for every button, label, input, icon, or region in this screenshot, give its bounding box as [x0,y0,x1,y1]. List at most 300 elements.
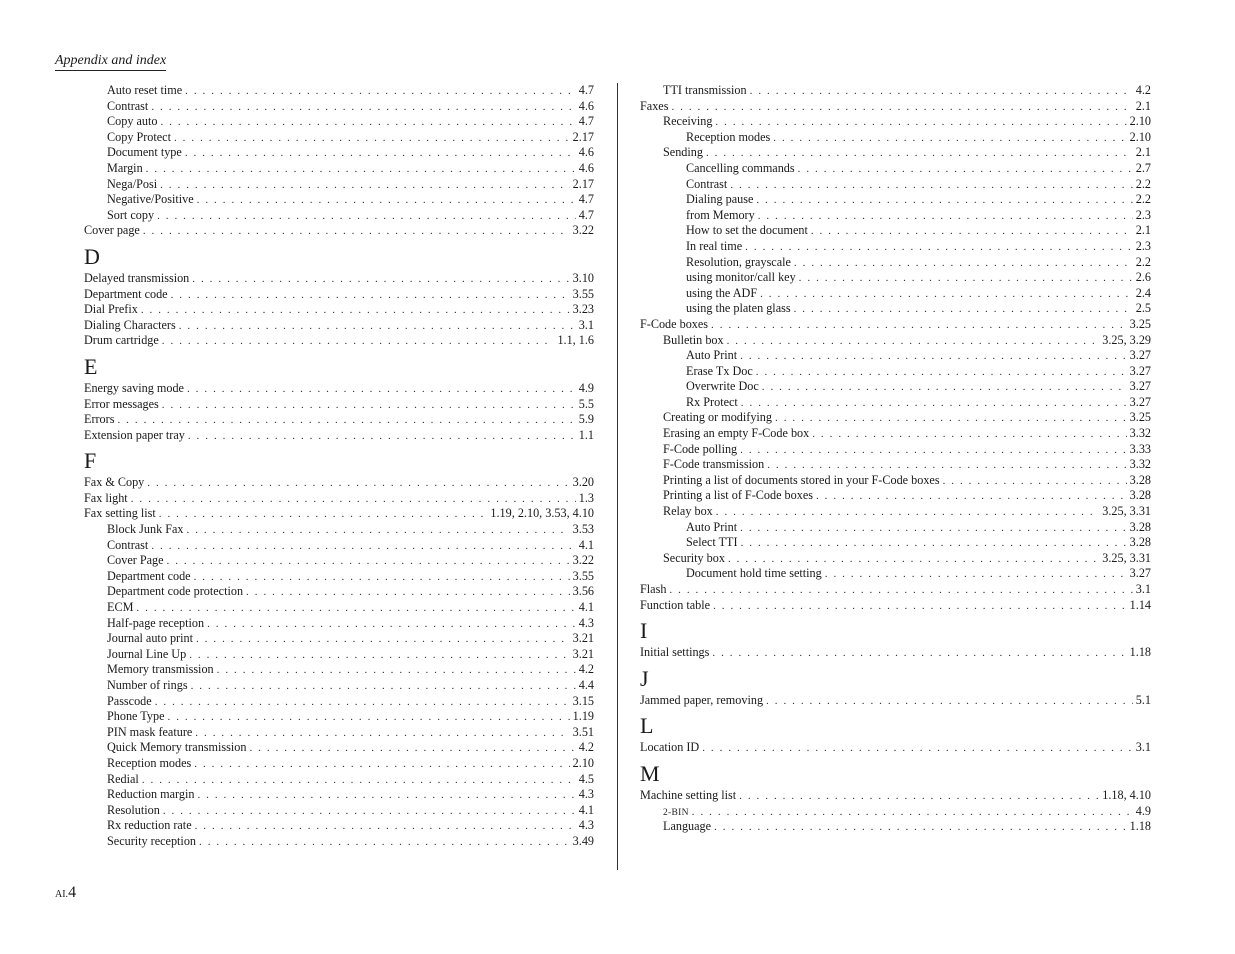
index-entry-page: 3.15 [572,693,594,708]
index-entry-term: PIN mask feature [107,724,193,739]
index-entry-term: Memory transmission [107,662,214,677]
index-entry-term: F-Code boxes [640,316,709,331]
index-entry-page: 2.4 [1135,285,1151,300]
dot-leader [745,240,1133,256]
index-entry [84,161,594,177]
dot-leader [756,365,1127,381]
index-entry-page: 2.10 [1129,114,1151,129]
index-entry [84,772,594,788]
index-entry-term: Contrast [107,98,149,113]
index-entry-page: 2.2 [1135,254,1151,269]
index-entry-page: 4.1 [578,802,594,817]
dot-leader [197,193,576,209]
index-entry-term: Dialing Characters [84,317,176,332]
index-entry-page: 3.25 [1129,410,1151,425]
dot-leader [195,726,569,742]
index-entry-page: 3.25, 3.29 [1102,332,1151,347]
index-entry [84,647,594,663]
index-entry-page: 1.19 [572,709,594,724]
index-entry [640,566,1151,582]
index-entry-term: Function table [640,597,711,612]
index-entry-term: Security reception [107,833,197,848]
index-entry [84,740,594,756]
index-entry-term: Jammed paper, removing [640,692,764,707]
dot-leader [167,554,570,570]
index-entry [84,834,594,850]
index-entry [84,208,594,224]
index-entry-term: Cover page [84,223,140,238]
index-entry-term: Cancelling commands [686,160,795,175]
index-entry [640,488,1151,504]
index-entry-term: Machine setting list [640,787,737,802]
dot-leader [750,84,1133,100]
dot-leader [716,505,1099,521]
dot-leader [151,539,575,555]
dot-leader [131,492,576,508]
index-entry [84,584,594,600]
index-entry-term: Creating or modifying [663,410,772,425]
index-entry-term: In real time [686,238,743,253]
index-entry-term: Overwrite Doc [686,379,759,394]
dot-leader [136,601,575,617]
index-entry-page: 4.3 [578,787,594,802]
index-entry [84,522,594,538]
dot-leader [194,570,570,586]
index-entry-term: Department code protection [107,584,244,599]
index-entry-term: Printing a list of F-Code boxes [663,488,813,503]
index-entry [84,99,594,115]
index-entry [640,192,1151,208]
index-entry-page: 3.28 [1129,535,1151,550]
index-entry-page: 3.32 [1129,457,1151,472]
index-entry-page: 3.1 [578,317,594,332]
index-entry-term: Security box [663,550,725,565]
index-entry-term: Rx reduction rate [107,818,192,833]
index-entry-term: Erasing an empty F-Code box [663,426,810,441]
dot-leader [189,648,569,664]
index-entry-term: Document type [107,145,182,160]
dot-leader [740,443,1127,459]
index-entry-page: 3.27 [1129,394,1151,409]
dot-leader [179,319,576,335]
dot-leader [739,789,1099,805]
index-entry [640,520,1151,536]
index-entry-page: 5.9 [578,412,594,427]
index-column-right [640,83,1151,835]
index-entry [84,145,594,161]
dot-leader [157,209,576,225]
index-entry [84,491,594,507]
index-entry [640,286,1151,302]
index-entry-page: 3.49 [572,833,594,848]
index-entry [84,600,594,616]
index-entry [84,130,594,146]
dot-leader [197,788,575,804]
index-entry [640,645,1151,661]
index-entry [84,287,594,303]
index-entry-page: 3.28 [1129,488,1151,503]
index-entry-term: Flash [640,582,667,596]
dot-leader [142,773,576,789]
index-entry-term: Number of rings [107,678,188,692]
index-entry-page: 3.28 [1129,472,1151,487]
index-entry [640,177,1151,193]
index-entry [640,442,1151,458]
index-entry [640,582,1151,598]
dot-leader [766,694,1133,710]
index-entry-page: 4.9 [578,380,594,395]
dot-leader [702,741,1133,757]
index-entry [84,725,594,741]
dot-leader [188,429,576,445]
dot-leader [162,334,555,350]
index-entry [84,223,594,239]
dot-leader [159,507,488,523]
index-entry-page: 3.53 [572,522,594,537]
index-section-letter: E [84,353,98,379]
dot-leader [762,380,1127,396]
index-entry-page: 3.21 [572,646,594,661]
index-entry-term: Dial Prefix [84,302,138,317]
index-entry-term: Reduction margin [107,787,195,802]
dot-leader [714,820,1127,836]
dot-leader [196,632,570,648]
index-entry-page: 3.27 [1129,379,1151,394]
index-entry-page: 3.1 [1135,582,1151,596]
index-entry [640,535,1151,551]
index-entry [640,208,1151,224]
index-entry-term: Journal Line Up [107,646,187,661]
index-entry [640,457,1151,473]
dot-leader [798,162,1133,178]
index-entry-page: 3.56 [572,584,594,599]
index-entry-term: Location ID [640,740,700,755]
index-entry-page: 3.10 [572,270,594,285]
index-entry-page: 2.6 [1135,270,1151,285]
index-entry [640,348,1151,364]
index-entry-page: 3.21 [572,631,594,646]
index-entry [640,504,1151,520]
index-entry [640,255,1151,271]
dot-leader [706,146,1133,162]
index-entry-term: Sort copy [107,207,155,222]
dot-leader [191,679,576,695]
index-entry [640,239,1151,255]
index-section-letter: L [640,713,654,739]
dot-leader [794,256,1133,272]
index-entry-term: Bulletin box [663,332,724,347]
index-entry-term: F-Code polling [663,441,738,456]
index-entry [640,270,1151,286]
index-entry [640,379,1151,395]
index-entry-page: 4.2 [578,740,594,755]
index-entry-page: 3.51 [572,724,594,739]
index-entry-page: 2.7 [1135,160,1151,175]
index-entry [84,412,594,428]
index-entry [84,318,594,334]
dot-leader [151,100,575,116]
index-entry-term: Faxes [640,98,669,113]
index-entry-term: F-Code transmission [663,457,765,472]
index-entry-page: 3.22 [572,553,594,568]
dot-leader [141,303,570,319]
dot-leader [816,489,1127,505]
index-entry-page: 3.32 [1129,426,1151,441]
index-entry-term: Auto Print [686,519,738,534]
dot-leader [187,523,570,539]
index-entry [84,787,594,803]
index-entry [84,631,594,647]
dot-leader [146,162,576,178]
index-entry [84,381,594,397]
index-entry-page: 2.2 [1135,176,1151,191]
dot-leader [812,427,1126,443]
index-entry-term: Relay box [663,504,713,519]
index-entry-term: Fax light [84,490,128,505]
index-entry-term: ECM [107,600,134,615]
dot-leader [943,474,1127,490]
index-entry-term: Phone Type [107,709,165,724]
dot-leader [730,178,1132,194]
dot-leader [741,536,1127,552]
index-entry [84,302,594,318]
dot-leader [692,805,1133,821]
index-entry-page: 1.1, 1.6 [557,333,594,348]
index-entry [640,473,1151,489]
index-entry-page: 4.2 [578,662,594,677]
index-entry-page: 2.1 [1135,223,1151,238]
index-entry-page: 3.27 [1129,566,1151,581]
index-entry [640,161,1151,177]
index-entry-page: 2.10 [572,755,594,770]
index-entry [640,364,1151,380]
index-entry-page: 2.5 [1135,301,1151,316]
index-entry [640,819,1151,835]
dot-leader [195,819,576,835]
dot-leader [117,413,575,429]
dot-leader [199,835,570,851]
dot-leader [758,209,1133,225]
index-entry-term: Initial settings [640,645,710,660]
index-entry-term: Document hold time setting [686,566,822,581]
index-entry-term: Fax setting list [84,506,156,521]
index-entry-page: 1.18 [1129,819,1151,834]
index-entry-page: 1.3 [578,490,594,505]
index-entry [84,678,594,694]
dot-leader [773,131,1126,147]
index-entry [84,177,594,193]
index-entry-page: 1.18, 4.10 [1102,787,1151,802]
index-entry [640,693,1151,709]
index-entry-term: Copy Protect [107,129,171,144]
index-entry-page: 4.3 [578,615,594,630]
index-entry [84,333,594,349]
index-entry [84,818,594,834]
index-entry [640,395,1151,411]
index-entry-page: 3.20 [572,475,594,490]
dot-leader [174,131,570,147]
index-entry-term: Printing a list of documents stored in your F-Code boxes [663,472,940,487]
index-entry-page: 2.1 [1135,98,1151,113]
dot-leader [711,318,1127,334]
index-entry-term: from Memory [686,207,755,222]
index-entry-page: 4.5 [578,771,594,786]
index-entry-page: 2.3 [1135,238,1151,253]
dot-leader [217,663,576,679]
index-entry-page: 3.1 [1135,740,1151,755]
index-entry-term: Half-page reception [107,615,205,630]
index-entry-page: 3.28 [1129,519,1151,534]
dot-leader [207,617,576,633]
index-entry-term: Erase Tx Doc [686,363,753,378]
index-entry [84,709,594,725]
index-entry [84,756,594,772]
dot-leader [740,521,1127,537]
dot-leader [775,411,1127,427]
dot-leader [669,583,1132,599]
index-entry [640,317,1151,333]
index-entry-page: 2.17 [572,129,594,144]
dot-leader [825,567,1127,583]
index-entry-term: Resolution, grayscale [686,254,791,269]
index-entry-term: Block Junk Fax [107,522,184,537]
index-entry-page: 4.6 [578,160,594,175]
index-entry [84,616,594,632]
index-entry [640,223,1151,239]
index-entry-page: 3.22 [572,223,594,238]
index-entry [640,426,1151,442]
index-entry [640,788,1151,804]
dot-leader [187,382,576,398]
index-entry-page: 4.1 [578,537,594,552]
dot-leader [249,741,575,757]
index-entry [84,803,594,819]
dot-leader [246,585,570,601]
index-entry-term: Select TTI [686,535,738,550]
index-entry-term: Contrast [107,537,149,552]
index-entry-page: 3.55 [572,568,594,583]
index-entry-term: Sending [663,145,703,160]
index-section-letter: F [84,448,97,474]
index-entry-term: Language [663,819,712,834]
dot-leader [171,288,570,304]
index-entry [84,553,594,569]
dot-leader [727,334,1100,350]
index-entry [84,475,594,491]
index-entry-term: Department code [84,286,168,301]
dot-leader [185,146,576,162]
index-entry-page: 3.25, 3.31 [1102,504,1151,519]
dot-leader [168,710,570,726]
index-entry-page: 3.33 [1129,441,1151,456]
index-entry-term: Dialing pause [686,192,754,207]
dot-leader [756,193,1132,209]
index-entry-page: 3.27 [1129,363,1151,378]
index-entry-term: Rx Protect [686,394,738,409]
index-entry-term: using the platen glass [686,301,791,316]
index-entry [84,83,594,99]
index-entry-term: How to set the document [686,223,808,238]
dot-leader [760,287,1133,303]
index-entry [84,114,594,130]
index-entry-page: 4.3 [578,818,594,833]
dot-leader [740,349,1127,365]
index-entry [84,506,594,522]
index-entry-page: 4.1 [578,600,594,615]
index-entry-term: Reception modes [686,129,771,144]
page-number-prefix: AI. [55,889,69,900]
dot-leader [728,552,1099,568]
index-entry-term: Drum cartridge [84,333,159,348]
index-entry-term: Negative/Positive [107,192,194,207]
index-entry [84,569,594,585]
dot-leader [194,757,569,773]
index-entry [640,551,1151,567]
index-entry [640,804,1151,820]
index-entry-page: 1.18 [1129,645,1151,660]
index-entry-page: 3.27 [1129,348,1151,363]
index-entry-term: Auto reset time [107,83,183,97]
index-entry-term: Receiving [663,114,713,129]
index-entry-page: 2.10 [1129,129,1151,144]
index-entry-term: Nega/Posi [107,176,158,191]
index-entry-page: 4.7 [578,192,594,207]
index-entry-term: Passcode [107,693,152,708]
index-entry-page: 4.7 [578,207,594,222]
index-entry-term: Auto Print [686,348,738,363]
index-entry-page: 2.17 [572,176,594,191]
index-section-letter: I [640,618,648,644]
index-entry [84,694,594,710]
index-entry-term: 2-BIN [663,807,689,818]
index-section-letter: M [640,760,660,786]
index-entry-page: 1.1 [578,427,594,442]
index-entry-term: Cover Page [107,553,164,568]
index-entry-page: 4.4 [578,678,594,692]
dot-leader [671,100,1132,116]
index-entry-term: Margin [107,160,143,175]
dot-leader [794,302,1133,318]
index-section-letter: D [84,243,100,269]
index-entry-term: Reception modes [107,755,192,770]
index-entry [84,397,594,413]
index-entry [640,130,1151,146]
index-entry-term: Energy saving mode [84,380,184,395]
page-number [55,884,76,902]
index-entry [84,538,594,554]
index-entry-page: 4.6 [578,98,594,113]
dot-leader [799,271,1133,287]
index-entry [84,428,594,444]
index-entry-page: 4.7 [578,114,594,129]
index-entry-term: Contrast [686,176,728,191]
index-entry [640,83,1151,99]
dot-leader [713,599,1127,615]
index-entry-page: 3.25 [1129,316,1151,331]
index-entry-term: TTI transmission [663,83,747,97]
page-number-value: 4 [68,884,77,901]
dot-leader [160,178,570,194]
index-entry-page: 2.1 [1135,145,1151,160]
index-entry-term: Redial [107,771,139,786]
index-entry-page: 5.5 [578,396,594,411]
index-entry [640,301,1151,317]
index-entry-page: 4.9 [1135,803,1151,818]
index-entry-page: 1.14 [1129,597,1151,612]
index-entry-page: 2.2 [1135,192,1151,207]
dot-leader [155,695,570,711]
running-header: Appendix and index [55,53,166,71]
